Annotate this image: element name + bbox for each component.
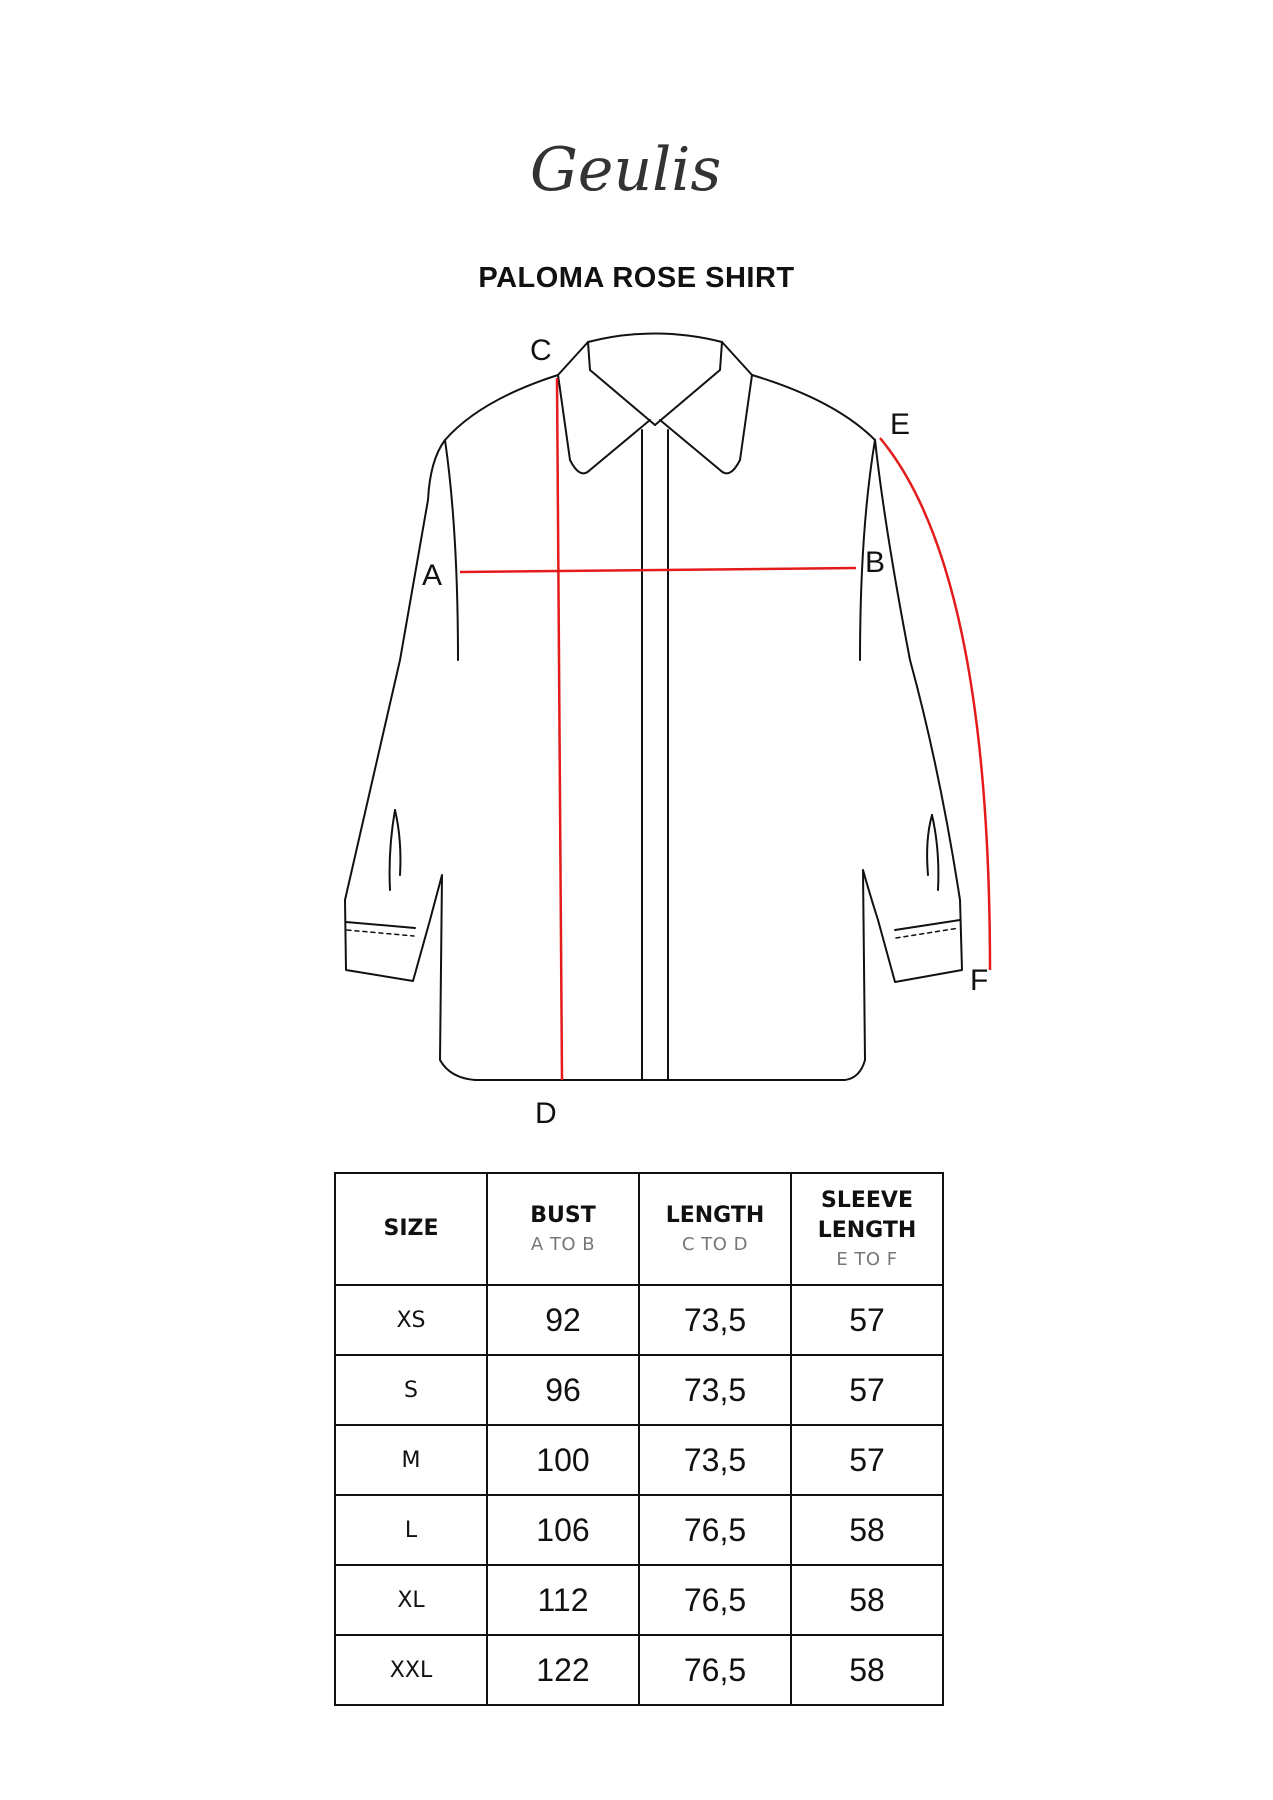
cell-size: XS (335, 1285, 487, 1355)
cell-bust: 96 (487, 1355, 639, 1425)
bust-line (460, 568, 856, 572)
label-f: F (970, 964, 989, 997)
label-d: D (535, 1097, 557, 1130)
cell-size: XL (335, 1565, 487, 1635)
cell-size: L (335, 1495, 487, 1565)
header-title: LENGTH (665, 1203, 765, 1228)
table-row (335, 1285, 943, 1355)
cell-bust: 106 (487, 1495, 639, 1565)
table-row (335, 1425, 943, 1495)
size-table (334, 1172, 944, 1706)
header-sub: A TO B (530, 1233, 596, 1255)
shirt-outline (345, 334, 962, 1081)
table-header-row (335, 1173, 943, 1285)
product-title: PALOMA ROSE SHIRT (478, 262, 795, 294)
cell-sleeve: 58 (791, 1635, 943, 1705)
cell-bust: 122 (487, 1635, 639, 1705)
cell-sleeve: 58 (791, 1565, 943, 1635)
shirt-diagram (300, 330, 1000, 1130)
header-sleeve (791, 1173, 943, 1285)
header-title: BUST (530, 1203, 596, 1228)
cell-size: M (335, 1425, 487, 1495)
cell-length: 76,5 (639, 1495, 791, 1565)
table-row (335, 1495, 943, 1565)
cell-length: 73,5 (639, 1355, 791, 1425)
label-a: A (422, 559, 443, 592)
label-c: C (530, 334, 552, 367)
header-sub: E TO F (836, 1249, 898, 1271)
cell-bust: 100 (487, 1425, 639, 1495)
table-row (335, 1355, 943, 1425)
cell-sleeve: 57 (791, 1355, 943, 1425)
brand-logo-text: Geulis (530, 135, 722, 205)
cell-length: 73,5 (639, 1285, 791, 1355)
brand-logo (520, 120, 760, 250)
cell-length: 76,5 (639, 1635, 791, 1705)
cell-sleeve: 57 (791, 1285, 943, 1355)
cell-length: 76,5 (639, 1565, 791, 1635)
sleeve-line (880, 438, 990, 970)
cell-length: 73,5 (639, 1425, 791, 1495)
header-title: SLEEVE LENGTH (817, 1187, 917, 1244)
header-bust (487, 1173, 639, 1285)
cell-sleeve: 58 (791, 1495, 943, 1565)
cell-size: S (335, 1355, 487, 1425)
measure-lines (460, 378, 990, 1080)
cell-size: XXL (335, 1635, 487, 1705)
header-sub: C TO D (681, 1233, 749, 1255)
cell-bust: 112 (487, 1565, 639, 1635)
cell-sleeve: 57 (791, 1425, 943, 1495)
table-row (335, 1565, 943, 1635)
length-line (557, 378, 562, 1080)
header-size (335, 1173, 487, 1285)
label-e: E (890, 408, 911, 441)
header-length (639, 1173, 791, 1285)
cell-bust: 92 (487, 1285, 639, 1355)
table-row (335, 1635, 943, 1705)
header-title: SIZE (383, 1215, 439, 1241)
label-b: B (865, 546, 886, 579)
